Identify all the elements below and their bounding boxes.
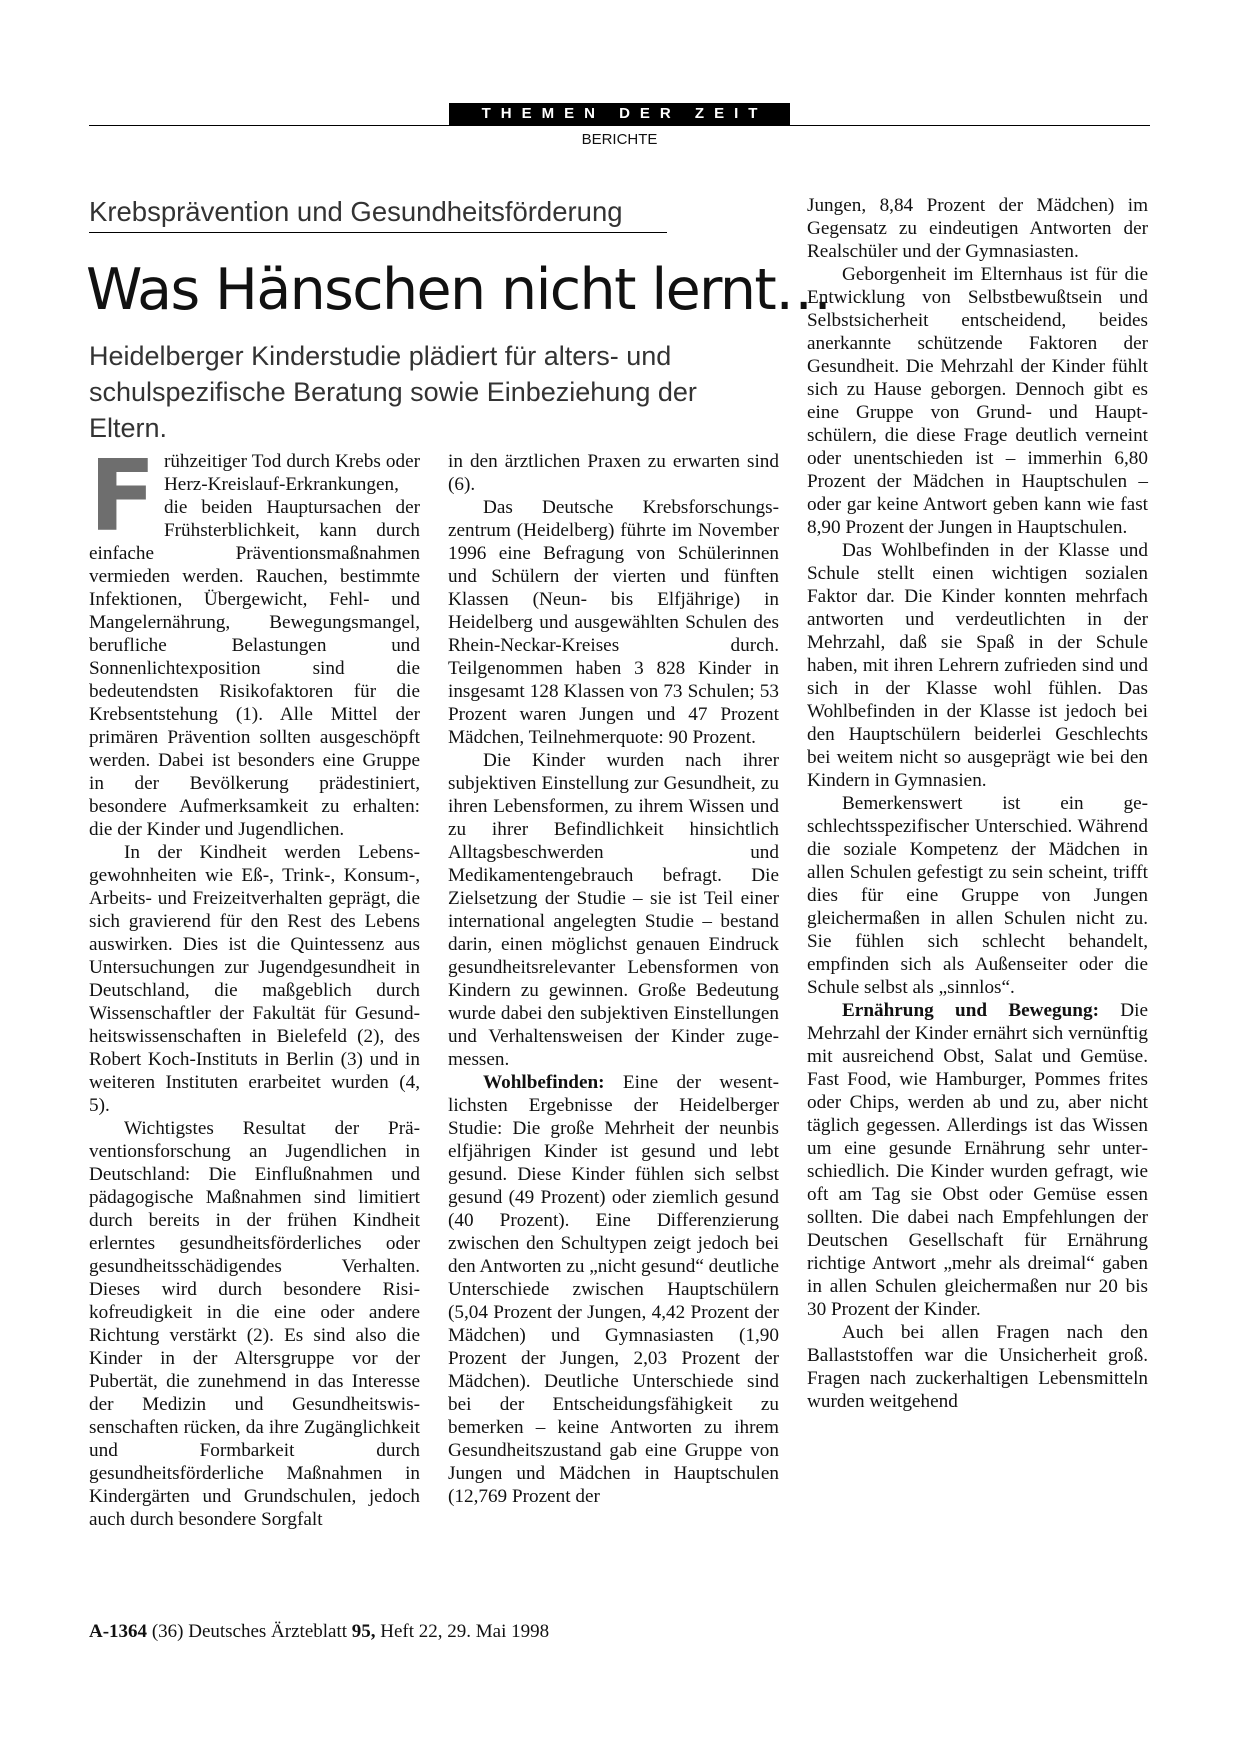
body-paragraph (448, 1071, 779, 1508)
body-paragraph (448, 450, 779, 496)
section-label: THEMEN DER ZEIT (449, 103, 790, 125)
paragraph-run-in-heading: Wohlbefinden: (483, 1072, 605, 1093)
article-kicker: Krebsprävention und Gesundheitsförderung (89, 196, 623, 227)
body-paragraph (807, 999, 1148, 1321)
drop-cap: F (89, 440, 156, 554)
text-column-1 (89, 440, 420, 1531)
header-rule (89, 125, 1150, 126)
paragraph-text: Jungen, 8,84 Prozent der Mädchen) im Gegensatz zu eindeutigen Antworten der Realschüler und der Gymnasiasten. (807, 195, 1148, 262)
kicker-underline (89, 232, 667, 233)
subsection-label: BERICHTE (581, 131, 658, 148)
paragraph-text: Das Deutsche Krebsforschungszentrum (Heidelberg) führte im November 1996 eine Befragung von Schülerinnen und Schülern der vierten und fünften Klassen (Neun- bis Elfjährige) in Heidelberg und ausgewählten Schulen des Rhein-Neckar-Kreises durch. Teilgenommen haben 3 828 Kinder in insgesamt 128 Klassen von 73 Schulen; 53 Prozent waren Jungen und 47 Prozent Mädchen, Teilnehmerquote: 90 Prozent. (448, 497, 779, 748)
body-paragraph (89, 1117, 420, 1531)
footer-issue: Heft 22, 29. Mai 1998 (380, 1621, 550, 1642)
paragraph-text: In der Kindheit werden Lebensgewohnheiten wie Eß-, Trink-, Konsum-, Arbeits- und Freizeitverhalten geprägt, die sich gravierend für den Rest des Lebens auswirken. Dies ist die Quintessenz aus Untersuchungen zur Jugendgesundheit in Deutschland, die maßgeblich durch Wissenschaftler der Fakultät für Gesundheitswissenschaften in Bielefeld (2), des Robert Koch-Instituts in Berlin (3) und in weiteren Instituten erarbeitet wurden (4, 5). (89, 842, 420, 1116)
paragraph-text: Eine der wesentlichsten Ergebnisse der Heidelberger Studie: Die große Mehrheit der neunbis elfjährigen Kinder ist gesund und lebt gesund. Diese Kinder fühlen sich selbst gesund (49 Prozent) oder ziemlich gesund (40 Prozent). Eine Differenzierung zwischen den Schultypen zeigt jedoch bei den Antworten zu „nicht gesund“ deutliche Unterschiede zwischen Hauptschülern (5,04 Prozent der Jungen, 4,42 Prozent der Mädchen) und Gymnasiasten (1,90 Prozent der Jungen, 2,03 Prozent der Mädchen). Deutliche Unterschiede sind bei der Entscheidungsfähigkeit zu bemerken – keine Antworten zu ihrem Gesundheitszustand gab eine Gruppe von Jungen und Mädchen in Hauptschulen (12,769 Prozent der (448, 1072, 779, 1507)
text-column-3 (807, 194, 1148, 1413)
footer-issue-page: (36) (151, 1621, 184, 1642)
body-paragraph (807, 539, 1148, 792)
paragraph-text: Bemerkenswert ist ein geschlechtsspezifischer Unterschied. Während die soziale Kompetenz der Mädchen in allen Schulen gefestigt zu sein scheint, trifft dies für eine Gruppe von Jungen gleichermaßen in allen Schulen nicht zu. Sie fühlen sich schlecht behandelt, empfinden sich als Außenseiter oder die Schule selbst als „sinnlos“. (807, 793, 1148, 998)
footer-volume: 95, (351, 1621, 376, 1642)
footer-page-number: A-1364 (89, 1621, 148, 1642)
paragraph-text: Auch bei allen Fragen nach den Ballaststoffen war die Unsicherheit groß. Fragen nach zuckerhaltigen Lebensmitteln wurden weitgehend (807, 1322, 1148, 1412)
body-paragraph (807, 263, 1148, 539)
paragraph-text: Geborgenheit im Elternhaus ist für die Entwicklung von Selbstbewußtsein und Selbstsicherheit entscheidend, beides anerkannte schützende Faktoren der Gesundheit. Die Mehrzahl der Kinder fühlt sich zu Hause geborgen. Dennoch gibt es eine Gruppe von Grund- und Hauptschülern, die diese Frage deutlich verneint oder unentschieden ist – immerhin 6,80 Prozent der Mädchen in Hauptschulen – oder gar keine Antwort geben kann wie fast 8,90 Prozent der Jungen in Hauptschulen. (807, 264, 1148, 538)
paragraph-text: Die Mehrzahl der Kinder ernährt sich vernünftig mit ausreichend Obst, Salat und Gemüse. Fast Food, wie Hamburger, Pommes frites oder Chips, werden ab und zu, aber nicht täglich gegessen. Allerdings ist das Wissen um eine gesunde Ernährung sehr unterschiedlich. Die Kinder wurden gefragt, wie oft am Tag sie Obst oder Gemüse essen sollten. Die dabei nach Empfehlungen der Deutschen Gesellschaft für Ernährung richtige Antwort „mehr als dreimal“ gaben in allen Schulen gleichermaßen nur 20 bis 30 Prozent der Kinder. (807, 1000, 1148, 1320)
body-paragraph (807, 194, 1148, 263)
article-standfirst: Heidelberger Kinderstudie plädiert für alters- und schulspezifische Beratung sowie Einbeziehung der Eltern. (89, 341, 697, 443)
article-headline: Was Hänschen nicht lernt… (86, 257, 831, 323)
paragraph-text: in den ärztlichen Praxen zu erwarten sind (6). (448, 451, 779, 495)
paragraph-run-in-heading: Ernährung und Bewegung: (842, 1000, 1099, 1021)
footer-journal: Deutsches Ärzteblatt (188, 1621, 348, 1642)
body-paragraph (89, 841, 420, 1117)
paragraph-text: Wichtigstes Resultat der Präventionsforschung an Jugendlichen in Deutschland: Die Einflußnahmen und pädagogische Maßnahmen sind limitiert durch bereits in der frühen Kindheit erlerntes gesundheitsförderliches oder gesundheitsschädigendes Verhalten. Dieses wird durch besondere Risikofreudigkeit in die eine oder andere Richtung verstärkt (2). Es sind also die Kinder in der Altersgruppe vor der Pubertät, die zunehmend in das Interesse der Medizin und Gesundheitswissenschaften rücken, da ihre Zugänglichkeit und Formbarkeit durch gesundheitsförderliche Maßnahmen in Kindergärten und Grundschulen, jedoch auch durch besondere Sorgfalt (89, 1118, 420, 1530)
body-paragraph (448, 496, 779, 749)
page-footer (89, 1620, 789, 1644)
text-column-2 (448, 450, 779, 1508)
paragraph-text: Die Kinder wurden nach ihrer subjektiven Einstellung zur Gesundheit, zu ihren Lebensformen, zu ihrem Wissen und zu ihrer Befindlichkeit hinsichtlich Alltagsbeschwerden und Medikamentengebrauch befragt. Die Zielsetzung der Studie – sie ist Teil einer international angelegten Studie – bestand darin, einen möglichst genauen Eindruck gesundheitsrelevanter Lebensformen von Kindern zu gewinnen. Große Bedeutung wurde dabei den subjektiven Einstellungen und Verhaltensweisen der Kinder zugemessen. (448, 750, 779, 1070)
body-paragraph (807, 792, 1148, 999)
paragraph-text: rühzeitiger Tod durch Krebs oder Herz-Kreislauf-Erkrankungen, die beiden Hauptursachen der Frühsterblichkeit, kann durch einfache Präventionsmaßnahmen vermieden werden. Rauchen, bestimmte Infektionen, Übergewicht, Fehl- und Mangelernährung, Bewegungsmangel, berufliche Belastungen und Sonnenlichtexposition sind die bedeutendsten Risikofaktoren für die Krebsentstehung (1). Alle Mittel der primären Prävention sollten ausgeschöpft werden. Dabei ist besonders eine Gruppe in der Bevölkerung prädestiniert, besondere Aufmerksamkeit zu erhalten: die der Kinder und Jugendlichen. (89, 451, 420, 840)
body-paragraph (448, 749, 779, 1071)
paragraph-text: Das Wohlbefinden in der Klasse und Schule stellt einen wichtigen sozialen Faktor dar. Die Kinder konnten mehrfach antworten und verdeutlichten in der Mehrzahl, daß sie Spaß in der Schule haben, mit ihren Lehrern zufrieden sind und sich in der Klasse wohl fühlen. Das Wohlbefinden in der Klasse ist jedoch bei den Hauptschülern beiderlei Geschlechts bei weitem nicht so ausgeprägt wie bei den Kindern in Gymnasien. (807, 540, 1148, 791)
body-paragraph (807, 1321, 1148, 1413)
